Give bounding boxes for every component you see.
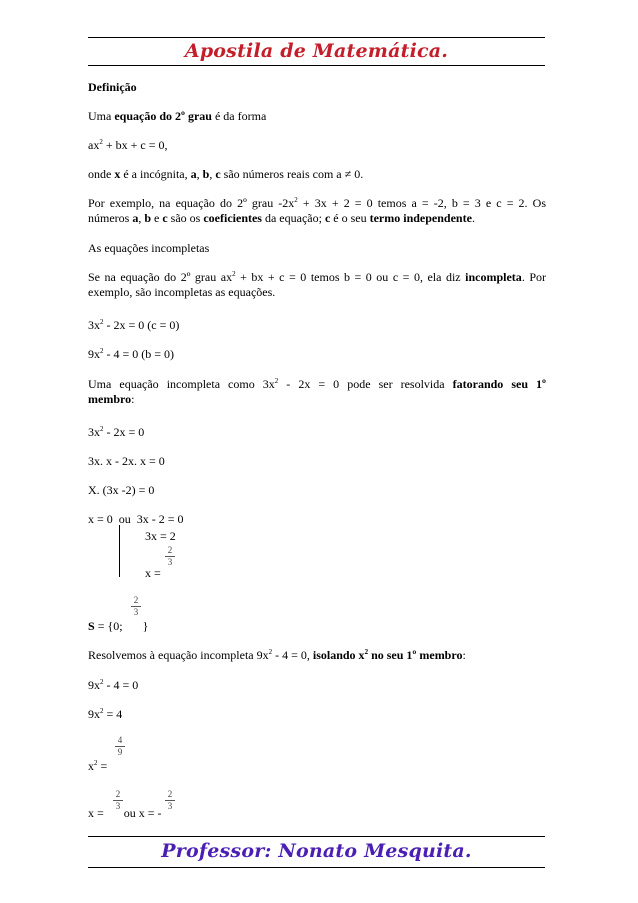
text: = [97,759,108,773]
text: . Por [521,270,546,284]
incomplete-paragraph [88,270,546,300]
bold-term: S [88,619,95,633]
fraction-numerator: 2 [167,789,173,799]
exponent: 2 [364,648,369,656]
isolating-step-3 [88,759,107,773]
text: - 4 = 0 [103,678,139,692]
bold-term: b [202,167,210,181]
fraction-denominator: 3 [167,557,173,567]
bold-term: membro [88,392,132,406]
text: Por exemplo, na equação do 2º grau -2x [88,196,295,210]
text: , [138,211,145,225]
exponent: 2 [100,678,104,686]
isolating-step-1 [88,678,138,692]
exponent: 2 [100,425,104,433]
bold-term: fatorando seu 1º [452,377,547,391]
onde-sentence [88,167,363,181]
example-equation-1 [88,318,179,332]
text: : [462,648,466,662]
paragraph-line [88,392,546,407]
bold-term: b [144,211,152,225]
text: x [88,759,94,773]
exponent: 2 [232,270,236,278]
text: - 4 = 0 (b = 0) [103,347,175,361]
resolvemos-sentence [88,648,466,662]
fraction-two-thirds [165,546,175,567]
factoring-paragraph [88,377,546,407]
text: ou x = - [120,806,162,820]
bold-term: no seu 1º membro [368,648,463,662]
exponent: 2 [100,707,104,715]
text: 3x [88,318,100,332]
factoring-step-2: 3x. x - 2x. x = 0 [88,454,165,468]
section-heading-definicao: Definição [88,80,137,94]
text: Se na equação do 2º grau ax [88,270,233,284]
exponent: 2 [294,196,298,204]
paragraph-line [88,211,546,226]
text: Resolvemos à equação incompleta 9x [88,648,269,662]
text: e [151,211,163,225]
paragraph-line [88,377,546,392]
bold-term: incompleta [465,270,522,284]
text: - 2x = 0 (c = 0) [103,318,180,332]
paragraph-line: exemplo, são incompletas as equações. [88,285,276,299]
footer-rule-top [88,836,545,837]
text: da equação; [261,211,325,225]
text: , [209,167,216,181]
bold-term: x [114,167,121,181]
solution-bracket-line [119,525,120,577]
header-rule-top [88,37,545,38]
exponent: 2 [274,377,279,385]
fraction-two-thirds-solution [131,596,141,617]
general-form [88,138,167,152]
text: + bx + c = 0 temos b = 0 ou c = 0, ela diz [235,270,466,284]
text: } [139,619,149,633]
isolating-step-4 [88,806,162,820]
definition-sentence [88,109,266,123]
paragraph-line [88,270,546,285]
exponent: 2 [94,759,98,767]
bold-term: equação do 2º grau [114,109,212,123]
text: = {0; [94,619,126,633]
exponent: 2 [268,648,273,656]
solution-set [88,619,148,633]
factoring-step-6: x = [145,566,161,580]
fraction-four-ninths [115,736,125,757]
page-header-title: Apostila de Matemática. [184,40,449,62]
text: , [196,167,203,181]
exponent: 2 [100,347,104,355]
text: . [471,211,475,225]
text: 9x [88,678,100,692]
bold-term: c [215,167,221,181]
bold-term: c [324,211,331,225]
fraction-denominator: 3 [133,607,139,617]
text: = 4 [103,707,123,721]
isolating-step-2 [88,707,122,721]
paragraph-line [88,196,546,211]
bold-term: a [190,167,197,181]
fraction-denominator: 3 [115,801,121,811]
fraction-numerator: 2 [115,789,121,799]
text: + bx + c = 0, [102,138,168,152]
text: - 2x = 0 pode ser resolvida [278,377,453,391]
fraction-two-thirds-negative [165,790,175,811]
text: Uma equação incompleta como 3x [88,377,275,391]
text: onde [88,167,115,181]
footer-rule-bottom [88,867,545,868]
bold-term: a [132,211,139,225]
text: 9x [88,347,100,361]
page-footer-title: Professor: Nonato Mesquita. [161,840,472,862]
factoring-step-5: 3x = 2 [145,529,176,543]
bold-term: c [162,211,168,225]
text: números [88,211,133,225]
text: - 2x = 0 [103,425,145,439]
bold-term: isolando x [312,648,365,662]
text: é da forma [211,109,267,123]
text: é o seu [330,211,370,225]
text: - 4 = 0, [272,648,313,662]
factoring-step-3: X. (3x -2) = 0 [88,483,155,497]
fraction-numerator: 2 [167,545,173,555]
text: são números reais com a ≠ 0. [220,167,364,181]
text: ax [88,138,100,152]
fraction-denominator: 3 [167,801,173,811]
factoring-step-1 [88,425,144,439]
fraction-numerator: 2 [133,595,139,605]
exponent: 2 [99,138,103,146]
exponent: 2 [100,318,104,326]
text: são os [167,211,204,225]
bold-term: coeficientes [203,211,262,225]
text: é a incógnita, [120,167,191,181]
header-rule-bottom [88,65,545,66]
text: 9x [88,707,100,721]
section-heading-incompletas: As equações incompletas [88,241,210,255]
example-paragraph [88,196,546,226]
text: : [131,392,135,406]
factoring-step-4: x = 0 ou 3x - 2 = 0 [88,512,184,526]
text: + 3x + 2 = 0 temos a = -2, b = 3 e c = 2. Os [297,196,546,210]
example-equation-2 [88,347,174,361]
bold-term: termo independente [369,211,472,225]
fraction-numerator: 4 [117,735,123,745]
text: x = [88,806,107,820]
text: 3x [88,425,100,439]
text: Uma [88,109,115,123]
fraction-denominator: 9 [117,747,123,757]
